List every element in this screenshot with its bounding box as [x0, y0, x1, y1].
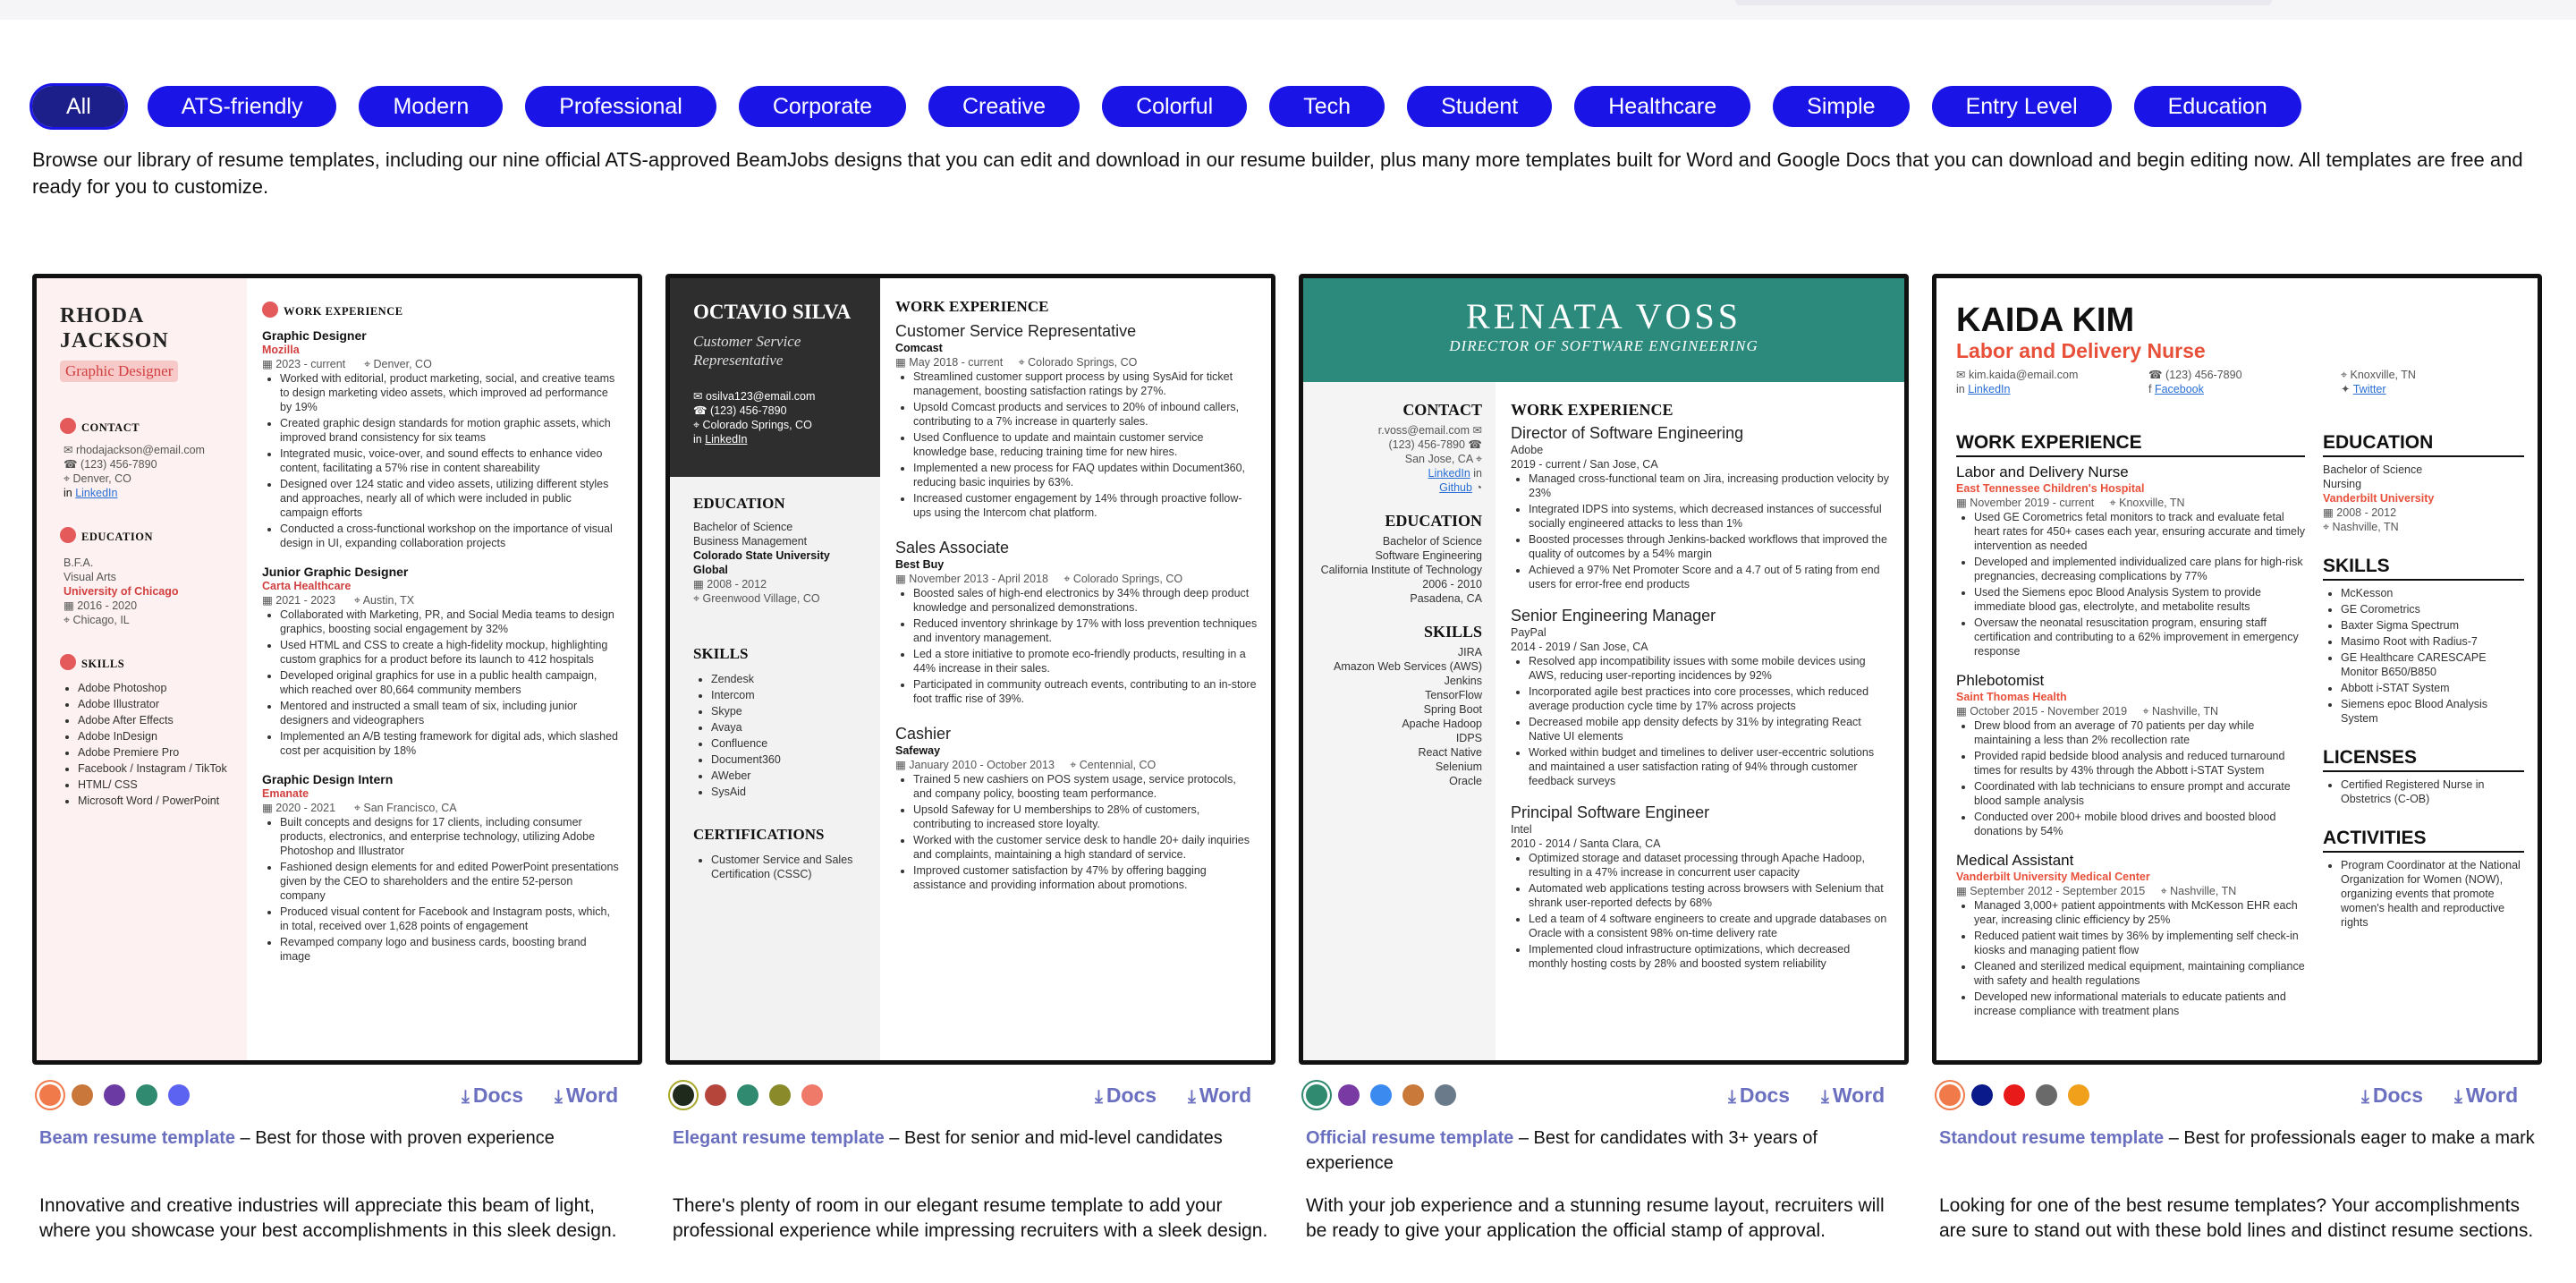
- location-text: ⌖ Colorado Springs, CO: [693, 419, 812, 431]
- resume-role: Graphic Designer: [60, 361, 178, 382]
- skills-icon: [60, 654, 76, 670]
- location-text: ⌖ Knoxville, TN: [2341, 369, 2416, 381]
- linkedin-link: LinkedIn in: [1428, 467, 1482, 480]
- color-swatch[interactable]: [72, 1084, 93, 1106]
- download-word-link[interactable]: ⤓ Word: [1188, 1083, 1252, 1107]
- color-swatch[interactable]: [2068, 1084, 2089, 1106]
- filter-entry-level[interactable]: Entry Level: [1932, 86, 2112, 127]
- download-docs-link[interactable]: ⤓ Docs: [2361, 1083, 2424, 1107]
- official-header-band: [1303, 278, 1904, 382]
- section-heading: EDUCATION: [1385, 512, 1482, 530]
- color-swatch[interactable]: [705, 1084, 726, 1106]
- resume-card-beam[interactable]: [32, 274, 642, 1065]
- job: Senior Engineering Manager PayPal 2014 - 2019 / San Jose, CA • Resolved app incompatibility issues with some mobile devices using AWS, reducing user-reporting incidences by 92% • Incorporated agile best practices into core processes, which reduced average production cycle time by 17% across projects • Decreased mobile app density defects by 31% by integrating React Native UI elements • Worked within budget and timelines to deliver user-eccentric solutions and maintained a user satisfaction rating of 94% through customer feedback surveys: [1511, 606, 1891, 788]
- download-icon: ⤓: [462, 1087, 470, 1107]
- resume-name: JACKSON: [60, 329, 169, 353]
- field: Visual Arts: [64, 571, 116, 583]
- color-swatch[interactable]: [1306, 1084, 1327, 1106]
- template-description: Innovative and creative industries will appreciate this beam of light, where you showcase your best accomplishments in this sleek design.: [39, 1195, 617, 1241]
- card-actions-elegant: [673, 1079, 1274, 1109]
- section-heading: WORK EXPERIENCE: [284, 305, 403, 318]
- color-swatch[interactable]: [1971, 1084, 1993, 1106]
- template-description: Looking for one of the best resume templates? Your accomplishments are sure to stand out with these bold lines and distinct resume sections.: [1939, 1195, 2534, 1241]
- resume-role: Customer Service Representative: [693, 333, 801, 369]
- template-title-standout: Standout resume template – Best for professionals eager to make a mark: [1939, 1128, 2535, 1148]
- section-heading: LICENSES: [2323, 747, 2524, 772]
- filter-healthcare[interactable]: Healthcare: [1574, 86, 1750, 127]
- color-swatch[interactable]: [801, 1084, 823, 1106]
- phone-text: (123) 456-7890 ☎: [1388, 438, 1482, 451]
- bottom-fade: [0, 1262, 2576, 1283]
- download-word-link[interactable]: ⤓ Word: [1821, 1083, 1885, 1107]
- work-icon: [262, 302, 278, 318]
- phone-text: ☎ (123) 456-7890: [2148, 369, 2242, 381]
- filter-professional[interactable]: Professional: [525, 86, 716, 127]
- card-actions-beam: [39, 1079, 640, 1109]
- section-heading: SKILLS: [693, 645, 749, 662]
- job: Cashier Safeway ▦ January 2010 - October 2013 ⌖ Centennial, CO • Trained 5 new cashiers on POS system usage, service protocols, and company policy, boosting team performance. • Upsold Safeway for U memberships to 28% of customers, contributing to increased store loyalty. • Worked with the customer service desk to handle 20+ daily inquiries and complaints, maintaining a high standard of service. • Improved customer satisfaction by 47% by offering bagging assistance and providing information about promotions.: [895, 724, 1258, 892]
- resume-name: OCTAVIO SILVA: [693, 301, 852, 323]
- job: Director of Software Engineering Adobe 2019 - current / San Jose, CA • Managed cross-functional team on Jira, increasing production velocity by 23% • Integrated IDPS into systems, which decreased instances of successful socially engineered attacks to less than 1% • Boosted processes through Jenkins-backed workflows that improved the quality of outcomes by a 54% margin • Achieved a 97% Net Promoter Score and a 4.7 out of 5 rating from end users for error-free end products: [1511, 423, 1891, 591]
- job: Medical Assistant Vanderbilt University Medical Center ▦ September 2012 - September 2015 ⌖ Nashville, TN • Managed 3,000+ patient appointments with McKesson EHR each year, increasing clinic efficiency by 25% • Reduced patient wait times by 36% by implementing self check-in kiosks and managing patient flow • Cleaned and sterilized medical equipment, maintaining compliance with safety and health regulations • Developed new informational materials to educate patients and increase compliance with treatment plans: [1956, 851, 2305, 1018]
- download-icon: ⤓: [2454, 1087, 2462, 1107]
- contact-icon: [60, 418, 76, 434]
- color-swatch[interactable]: [1402, 1084, 1424, 1106]
- download-icon: ⤓: [1188, 1087, 1196, 1107]
- job: Graphic Design Intern Emanate ▦ 2020 - 2021 ⌖ San Francisco, CA • Built concepts and designs for 17 clients, including consumer products, electronics, and enterprise technology, utilizing Adobe Photoshop and Illustrator • Fashioned design elements for and edited PowerPoint presentations given by the CEO to shareholders and the entire 52-person company • Produced visual content for Facebook and Instagram posts, which, in total, received over 1,628 points of engagement • Revamped company logo and business cards, boosting brand image: [262, 772, 620, 964]
- resume-name: KAIDA KIM: [1956, 302, 2135, 339]
- color-swatch[interactable]: [2004, 1084, 2025, 1106]
- download-word-link[interactable]: ⤓ Word: [555, 1083, 619, 1107]
- location-text: ⌖ Denver, CO: [64, 472, 131, 485]
- filter-all[interactable]: All: [32, 86, 125, 127]
- email-text: ✉ kim.kaida@email.com: [1956, 369, 2079, 381]
- filter-tech[interactable]: Tech: [1269, 86, 1385, 127]
- section-heading: CONTACT: [1402, 401, 1482, 419]
- color-swatch[interactable]: [2036, 1084, 2057, 1106]
- template-title-official: Official resume template – Best for candidates with 3+ years of experience: [1306, 1128, 1818, 1173]
- download-docs-link[interactable]: ⤓ Docs: [462, 1083, 524, 1107]
- section-heading: WORK EXPERIENCE: [895, 298, 1049, 315]
- section-heading: ACTIVITIES: [2323, 828, 2524, 853]
- download-word-link[interactable]: ⤓ Word: [2454, 1083, 2519, 1107]
- skills-list: • McKesson • GE Corometrics • Baxter Sigma Spectrum • Masimo Root with Radius-7 • GE Healthcare CARESCAPE Monitor B650/B850 • Abbott i-STAT System • Siemens epoc Blood Analysis System: [2323, 586, 2524, 726]
- template-title-beam: Beam resume template – Best for those with proven experience: [39, 1128, 555, 1148]
- skills-list: • Zendesk • Intercom • Skype • Avaya • Confluence • Document360 • AWeber • SysAid: [693, 672, 868, 799]
- email-text: ✉ osilva123@email.com: [693, 390, 816, 403]
- filter-education[interactable]: Education: [2134, 86, 2301, 127]
- phone-text: ☎ (123) 456-7890: [693, 404, 787, 417]
- filter-creative[interactable]: Creative: [928, 86, 1080, 127]
- filter-modern[interactable]: Modern: [359, 86, 503, 127]
- color-swatch[interactable]: [1939, 1084, 1961, 1106]
- section-heading: SKILLS: [81, 658, 125, 670]
- download-icon: ⤓: [1095, 1087, 1103, 1107]
- color-swatch[interactable]: [673, 1084, 694, 1106]
- filter-simple[interactable]: Simple: [1773, 86, 1909, 127]
- card-actions-standout: [1939, 1079, 2540, 1109]
- skills-list: • Adobe Photoshop • Adobe Illustrator • Adobe After Effects • Adobe InDesign • Adobe Premiere Pro • Facebook / Instagram / TikTok • HTML/ CSS • Microsoft Word / PowerPoint: [60, 681, 234, 808]
- color-swatch[interactable]: [1370, 1084, 1392, 1106]
- filter-colorful[interactable]: Colorful: [1102, 86, 1247, 127]
- download-icon: ⤓: [1728, 1087, 1736, 1107]
- template-title-elegant: Elegant resume template – Best for senior and mid-level candidates: [673, 1128, 1223, 1148]
- color-swatch[interactable]: [737, 1084, 758, 1106]
- template-link[interactable]: Official resume template: [1306, 1128, 1514, 1148]
- color-swatch[interactable]: [104, 1084, 125, 1106]
- job: Graphic Designer Mozilla ▦ 2023 - current ⌖ Denver, CO • Worked with editorial, product marketing, social, and creative teams to design marketing video assets, which improved ad performance by 19% • Created graphic design standards for motion graphic assets, which improved brand consistency for six teams • Integrated music, voice-over, and sound effects to enhance video content, facilitating a 57% rise in content shareability • Designed over 124 static and video assets, utilizing different styles and approaches, nearly all of which were included in public campaign efforts • Conducted a cross-functional workshop on the importance of visual design in UI, expanding collaboration projects: [262, 328, 620, 550]
- template-description: There's plenty of room in our elegant resume template to add your professional experience while impressing recruiters with a sleek design.: [673, 1195, 1268, 1241]
- section-heading: EDUCATION: [693, 495, 785, 512]
- section-heading: WORK EXPERIENCE: [1956, 432, 2305, 457]
- download-docs-link[interactable]: ⤓ Docs: [1728, 1083, 1791, 1107]
- resume-card-official[interactable]: RENATA VOSS DIRECTOR OF SOFTWARE ENGINEERING CONTACT r.voss@email.com ✉ (123) 456-7890 ☎ San Jose, CA ⌖ LinkedIn in Github ◔ EDUCATION Bachelor of Science Software Engineering California Institute of Technology 2006 - 2010 Pasadena, CA SKILLS JIRA Amazon Web Services (AWS) Jenkins TensorFlow Spring Boot Apache Hadoop IDPS React Native Selenium Oracle WORK EXPERIENCE Director of Software Engineering Adobe 2019 - current / San Jose, CA • Managed cross-functional team on Jira, increasing production velocity by 23% • Integrated IDPS into systems, which decreased instances of successful socially engineered attacks to less than 1% • Boosted processes through Jenkins-backed workflows that improved the quality of outcomes by a 54% margin • Achieved a 97% Net Promoter Score and a 4.7 out of 5 rating from end users for error-free end products Senior Engineering Manager PayPal 2014 - 2019 / San Jose, CA • Resolved app incompatibility issues with some mobile devices using AWS, reducing user-reporting incidences by 92% • Incorporated agile best practices into core processes, which reduced average production cycle time by 17% across projects • Decreased mobile app density defects by 31% by integrating React Native UI elements • Worked within budget and timelines to deliver user-eccentric solutions and maintained a user satisfaction rating of 94% through customer feedback surveys Principal Software Engineer Intel 2010 - 2014 / Santa Clara, CA • Optimized storage and dataset processing through Apache Hadoop, resulting in a 47% increase in concurrent user capacity • Automated web applications testing across browsers with Selenium that shrank user-reported defects by 68% • Led a team of 4 software engineers to create and upgrade databases on Oracle with a consistent 98% on-time delivery rate • Implemented cloud infrastructure optimizations, which decreased monthly hosting costs by 28% and boosted system reliability: [1299, 274, 1909, 1065]
- linkedin-link: in LinkedIn: [64, 487, 118, 499]
- job: Phlebotomist Saint Thomas Health ▦ October 2015 - November 2019 ⌖ Nashville, TN • Drew blood from an average of 70 patients per day while maintaining a less than 2% recollection rate • Provided rapid bedside blood analysis and reduced turnaround times for results by 43% through the Abbott i-STAT System • Coordinated with lab technicians to ensure prompt and accurate blood sample analysis • Conducted over 200+ mobile blood drives and boosted blood donations by 54%: [1956, 671, 2305, 838]
- certs-list: • Customer Service and Sales Certification (CSSC): [693, 853, 868, 881]
- education-icon: [60, 527, 76, 543]
- job: Principal Software Engineer Intel 2010 - 2014 / Santa Clara, CA • Optimized storage and dataset processing through Apache Hadoop, resulting in a 47% increase in concurrent user capacity • Automated web applications testing across browsers with Selenium that shrank user-reported defects by 68% • Led a team of 4 software engineers to create and upgrade databases on Oracle with a consistent 98% on-time delivery rate • Implemented cloud infrastructure optimizations, which decreased monthly hosting costs by 28% and boosted system reliability: [1511, 803, 1891, 971]
- download-icon: ⤓: [555, 1087, 563, 1107]
- job: Labor and Delivery Nurse East Tennessee Children's Hospital ▦ November 2019 - current ⌖ Knoxville, TN • Used GE Corometrics fetal monitors to track and evaluate fetal heart rates for 450+ cases each year, ensuring accurate and timely intervention as needed • Developed and implemented individualized care plans for high-risk pregnancies, decreasing complications by 77% • Used the Siemens epoc Blood Analysis System to provide immediate blood gas, electrolyte, and metabolite results • Oversaw the neonatal resuscitation program, ensuring staff certification and contributing to a 62% improvement in emergency response: [1956, 463, 2305, 658]
- resume-card-elegant[interactable]: OCTAVIO SILVA Customer Service Representative ✉ osilva123@email.com ☎ (123) 456-7890 ⌖ Colorado Springs, CO in LinkedIn EDUCATION Bachelor of Science Business Management Colorado State University Global ▦ 2008 - 2012 ⌖ Greenwood Village, CO SKILLS • Zendesk • Intercom • Skype • Avaya • Confluence • Document360 • AWeber • SysAid CERTIFICATIONS • Customer Service and Sales Certification (CSSC) WORK EXPERIENCE Customer Service Representative Comcast ▦ May 2018 - current ⌖ Colorado Springs, CO • Streamlined customer support process by using SysAid for ticket management, boosting satisfaction ratings by 27%. • Upsold Comcast products and services to 20% of inbound callers, contributing to a 7% increase in quarterly sales. • Used Confluence to update and maintain customer service knowledge base, reducing training time for new hires. • Implemented a new process for FAQ updates within Document360, reducing basic inquiries by 63%. • Increased customer engagement by 14% through proactive follow-ups using the Intercom chat platform. Sales Associate Best Buy ▦ November 2013 - April 2018 ⌖ Colorado Springs, CO • Boosted sales of high-end electronics by 34% through deep product knowledge and personalized demonstrations. • Reduced inventory shrinkage by 17% with loss prevention techniques and inventory management. • Led a store initiative to promote eco-friendly products, resulting in a 44% increase in their sales. • Participated in community outreach events, contributing to an in-store foot traffic rise of 39%. Cashier Safeway ▦ January 2010 - October 2013 ⌖ Centennial, CO • Trained 5 new cashiers on POS system usage, service protocols, and company policy, boosting team performance. • Upsold Safeway for U memberships to 28% of customers, contributing to increased store loyalty. • Worked with the customer service desk to handle 20+ daily inquiries and complaints, maintaining a high standard of service. • Improved customer satisfaction by 47% by offering bagging assistance and providing information about promotions.: [665, 274, 1275, 1065]
- section-heading: SKILLS: [1423, 623, 1482, 641]
- location-text: San Jose, CA ⌖: [1404, 453, 1482, 465]
- filter-corporate[interactable]: Corporate: [739, 86, 906, 127]
- resume-name: RENATA VOSS: [1466, 296, 1741, 336]
- download-icon: ⤓: [1821, 1087, 1829, 1107]
- github-link: Github ◔: [1439, 481, 1482, 494]
- licenses-list: • Certified Registered Nurse in Obstetrics (C-OB): [2323, 777, 2524, 806]
- job: Junior Graphic Designer Carta Healthcare ▦ 2021 - 2023 ⌖ Austin, TX • Collaborated with Marketing, PR, and Social Media teams to design graphics, boosting social engagement by 32% • Used HTML and CSS to create a high-fidelity mockup, highlighting custom graphics for a product before its launch to 412 hospitals • Developed original graphics for use in a public health campaign, which reached over 80,664 community members • Mentored and instructed a small team of six, including junior designers and videographers • Implemented an A/B testing framework for digital ads, which slashed cost per acquisition by 18%: [262, 565, 620, 758]
- resume-role: Labor and Delivery Nurse: [1956, 339, 2206, 362]
- edu-location: ⌖ Chicago, IL: [64, 614, 130, 626]
- color-swatch[interactable]: [1435, 1084, 1456, 1106]
- template-description: With your job experience and a stunning resume layout, recruiters will be ready to give your application the official stamp of approval.: [1306, 1195, 1885, 1241]
- top-strip-tab: [1735, 0, 2272, 5]
- resume-role: DIRECTOR OF SOFTWARE ENGINEERING: [1449, 337, 1758, 354]
- color-swatch[interactable]: [769, 1084, 791, 1106]
- email-text: ✉ rhodajackson@email.com: [64, 444, 205, 456]
- section-heading: EDUCATION: [81, 531, 153, 543]
- section-heading: CONTACT: [81, 421, 140, 434]
- color-swatch[interactable]: [1338, 1084, 1360, 1106]
- section-heading: CERTIFICATIONS: [693, 826, 825, 843]
- color-swatch[interactable]: [39, 1084, 61, 1106]
- download-icon: ⤓: [2361, 1087, 2369, 1107]
- template-link[interactable]: Elegant resume template: [673, 1128, 885, 1148]
- linkedin-link: in LinkedIn: [693, 433, 748, 446]
- facebook-link: f Facebook: [2148, 383, 2204, 395]
- filter-ats-friendly[interactable]: ATS-friendly: [148, 86, 337, 127]
- color-swatch[interactable]: [168, 1084, 190, 1106]
- intro-text: Browse our library of resume templates, including our nine official ATS-approved BeamJobs designs that you can edit and download in our resume builder, plus many more templates built for Word and Google Docs that you can download and begin editing now. All templates are free and ready for you to customize.: [32, 149, 2523, 198]
- template-link[interactable]: Standout resume template: [1939, 1128, 2165, 1148]
- job: Customer Service Representative Comcast ▦ May 2018 - current ⌖ Colorado Springs, CO • Streamlined customer support process by using SysAid for ticket management, boosting satisfaction ratings by 27%. • Upsold Comcast products and services to 20% of inbound callers, contributing to a 7% increase in quarterly sales. • Used Confluence to update and maintain customer service knowledge base, reducing training time for new hires. • Implemented a new process for FAQ updates within Document360, reducing basic inquiries by 63%. • Increased customer engagement by 14% through proactive follow-ups using the Intercom chat platform.: [895, 321, 1258, 520]
- email-text: r.voss@email.com ✉: [1377, 424, 1482, 437]
- top-strip: [0, 0, 2576, 20]
- school: University of Chicago: [64, 585, 179, 598]
- linkedin-link: in LinkedIn: [1956, 383, 2011, 395]
- color-swatch[interactable]: [136, 1084, 157, 1106]
- elegant-header-block: [670, 278, 880, 477]
- section-heading: EDUCATION: [2323, 432, 2524, 457]
- edu-years: ▦ 2016 - 2020: [64, 599, 138, 612]
- twitter-link: ✦ Twitter: [2341, 383, 2386, 395]
- section-heading: WORK EXPERIENCE: [1511, 401, 1674, 419]
- download-docs-link[interactable]: ⤓ Docs: [1095, 1083, 1157, 1107]
- template-link[interactable]: Beam resume template: [39, 1128, 235, 1148]
- section-heading: SKILLS: [2323, 556, 2524, 581]
- job: Sales Associate Best Buy ▦ November 2013 - April 2018 ⌖ Colorado Springs, CO • Boosted sales of high-end electronics by 34% through deep product knowledge and personalized demonstrations. • Reduced inventory shrinkage by 17% with loss prevention techniques and inventory management. • Led a store initiative to promote eco-friendly products, resulting in a 44% increase in their sales. • Participated in community outreach events, contributing to an in-store foot traffic rise of 39%.: [895, 538, 1258, 706]
- filter-chips: [32, 86, 2301, 127]
- resume-name: RHODA: [60, 304, 145, 327]
- phone-text: ☎ (123) 456-7890: [64, 458, 157, 471]
- skills-list: JIRA Amazon Web Services (AWS) Jenkins TensorFlow Spring Boot Apache Hadoop IDPS React Native Selenium Oracle: [1333, 646, 1482, 787]
- activities-list: • Program Coordinator at the National Organization for Women (NOW), organizing events that promote women's health and reproductive rights: [2323, 858, 2524, 930]
- filter-student[interactable]: Student: [1407, 86, 1552, 127]
- card-actions-official: [1306, 1079, 1907, 1109]
- degree: B.F.A.: [64, 557, 94, 569]
- resume-card-standout[interactable]: KAIDA KIM Labor and Delivery Nurse ✉ kim.kaida@email.com ☎ (123) 456-7890 ⌖ Knoxville, TN in LinkedIn f Facebook ✦ Twitter WORK EXPERIENCE Labor and Delivery Nurse East Tennessee Children's Hospital ▦ November 2019 - current ⌖ Knoxville, TN • Used GE Corometrics fetal monitors to track and evaluate fetal heart rates for 450+ cases each year, ensuring accurate and timely intervention as needed • Developed and implemented individualized care plans for high-risk pregnancies, decreasing complications by 77% • Used the Siemens epoc Blood Analysis System to provide immediate blood gas, electrolyte, and metabolite results • Oversaw the neonatal resuscitation program, ensuring staff certification and contributing to a 62% improvement in emergency response Phlebotomist Saint Thomas Health ▦ October 2015 - November 2019 ⌖ Nashville, TN • Drew blood from an average of 70 patients per day while maintaining a less than 2% recollection rate • Provided rapid bedside blood analysis and reduced turnaround times for results by 43% through the Abbott i-STAT System • Coordinated with lab technicians to ensure prompt and accurate blood sample analysis • Conducted over 200+ mobile blood drives and boosted blood donations by 54% Medical Assistant Vanderbilt University Medical Center ▦ September 2012 - September 2015 ⌖ Nashville, TN • Managed 3,000+ patient appointments with McKesson EHR each year, increasing clinic efficiency by 25% • Reduced patient wait times by 36% by implementing self check-in kiosks and managing patient flow • Cleaned and sterilized medical equipment, maintaining compliance with safety and health regulations • Developed new informational materials to educate patients and increase compliance with treatment plans EDUCATION Bachelor of Science Nursing Vanderbilt University ▦ 2008 - 2012 ⌖ Nashville, TN SKILLS • McKesson • GE Corometrics • Baxter Sigma Spectrum • Masimo Root with Radius-7 • GE Healthcare CARESCAPE Monitor B650/B850 • Abbott i-STAT System • Siemens epoc Blood Analysis System LICENSES • Certified Registered Nurse in Obstetrics (C-OB) ACTIVITIES • Program Coordinator at the National Organization for Women (NOW), organizing events that promote women's health and reproductive rights: [1932, 274, 2542, 1065]
